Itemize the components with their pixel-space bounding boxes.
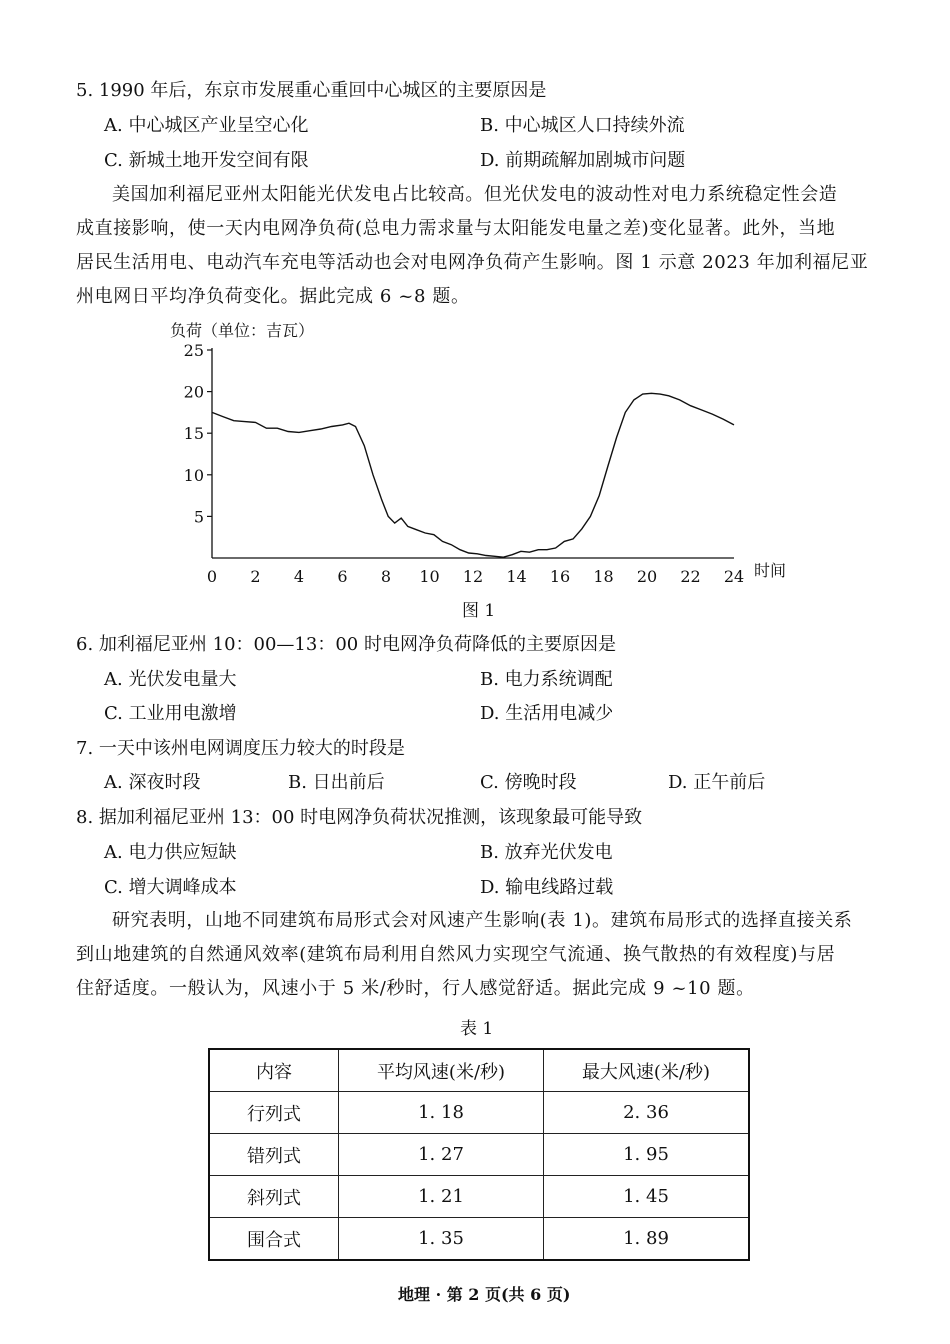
net-load-series-line: [212, 393, 734, 557]
q7-option-a[interactable]: A. 深夜时段: [104, 772, 201, 793]
header-avg-wind: 平均风速(米/秒): [339, 1049, 544, 1092]
x-tick-labels: [207, 567, 744, 586]
layout-name: 错列式: [209, 1134, 339, 1176]
q8-option-d[interactable]: D. 输电线路过载: [480, 877, 614, 898]
q6-option-a[interactable]: A. 光伏发电量大: [104, 669, 237, 690]
avg-wind-value: 1. 18: [339, 1092, 544, 1134]
y-tick-label: 5: [193, 507, 204, 527]
y-tick-labels: [184, 341, 212, 526]
passage-1-line-3: 居民生活用电、电动汽车充电等活动也会对电网净负荷产生影响。图 1 示意 2023 年加利福尼亚: [76, 252, 869, 273]
x-axis-label: 时间: [754, 561, 787, 580]
q6-option-b[interactable]: B. 电力系统调配: [480, 669, 613, 690]
q7-option-d[interactable]: D. 正午前后: [668, 772, 766, 793]
q5-option-d[interactable]: D. 前期疏解加剧城市问题: [480, 150, 686, 171]
q6-option-c[interactable]: C. 工业用电激增: [104, 703, 237, 724]
max-wind-value: 2. 36: [544, 1092, 750, 1134]
wind-speed-table: [208, 1048, 750, 1261]
table-row: [209, 1176, 749, 1218]
q8-option-b[interactable]: B. 放弃光伏发电: [480, 842, 613, 863]
y-tick-label: 25: [183, 341, 204, 360]
q8-option-a[interactable]: A. 电力供应短缺: [104, 842, 237, 863]
table-header-row: [209, 1049, 749, 1092]
passage-1: [76, 178, 876, 314]
x-tick-label: 10: [419, 567, 440, 586]
q5-option-a[interactable]: A. 中心城区产业呈空心化: [104, 115, 309, 136]
avg-wind-value: 1. 27: [339, 1134, 544, 1176]
passage-2-line-3: 住舒适度。一般认为，风速小于 5 米/秒时，行人感觉舒适。据此完成 9 ~10 题。: [76, 978, 755, 999]
layout-name: 行列式: [209, 1092, 339, 1134]
question-5-stem: 5. 1990 年后，东京市发展重心重回中心城区的主要原因是: [76, 80, 547, 101]
avg-wind-value: 1. 21: [339, 1176, 544, 1218]
layout-name: 围合式: [209, 1218, 339, 1261]
q5-option-b[interactable]: B. 中心城区人口持续外流: [480, 115, 685, 136]
x-tick-label: 16: [549, 567, 571, 586]
x-tick-label: 4: [293, 567, 305, 586]
avg-wind-value: 1. 35: [339, 1218, 544, 1261]
max-wind-value: 1. 95: [544, 1134, 750, 1176]
layout-name: 斜列式: [209, 1176, 339, 1218]
x-tick-label: 0: [206, 567, 218, 586]
question-8-stem: 8. 据加利福尼亚州 13：00 时电网净负荷状况推测，该现象最可能导致: [76, 807, 643, 828]
x-tick-label: 8: [380, 567, 392, 586]
header-max-wind: 最大风速(米/秒): [544, 1049, 750, 1092]
x-tick-label: 24: [723, 567, 745, 586]
q7-option-b[interactable]: B. 日出前后: [288, 772, 385, 793]
x-tick-label: 12: [462, 567, 484, 586]
x-tick-label: 20: [636, 567, 658, 586]
y-tick-label: 20: [183, 382, 204, 402]
q5-option-c[interactable]: C. 新城土地开发空间有限: [104, 150, 309, 171]
table-row: [209, 1134, 749, 1176]
table-1-caption: 表 1: [460, 1019, 494, 1039]
x-tick-label: 2: [250, 567, 261, 586]
y-axis-label: 负荷（单位：吉瓦）: [170, 321, 315, 340]
passage-2-line-2: 到山地建筑的自然通风效率(建筑布局利用自然风力实现空气流通、换气散热的有效程度)与居: [76, 944, 836, 965]
y-tick-label: 15: [183, 424, 204, 444]
x-tick-label: 22: [680, 567, 701, 586]
max-wind-value: 1. 45: [544, 1176, 750, 1218]
passage-1-line-4: 州电网日平均净负荷变化。据此完成 6 ~8 题。: [76, 286, 470, 307]
header-content: 内容: [209, 1049, 339, 1092]
question-6-stem: 6. 加利福尼亚州 10：00—13：00 时电网净负荷降低的主要原因是: [76, 634, 616, 655]
max-wind-value: 1. 89: [544, 1218, 750, 1261]
table-row: [209, 1218, 749, 1261]
y-tick-label: 10: [183, 465, 204, 485]
figure-1-caption: 图 1: [462, 601, 496, 621]
question-7-stem: 7. 一天中该州电网调度压力较大的时段是: [76, 738, 405, 759]
chart-axes: [212, 348, 734, 558]
q7-option-c[interactable]: C. 傍晚时段: [480, 772, 577, 793]
page-footer: 地理 · 第 2 页(共 6 页): [398, 1285, 571, 1304]
table-row: [209, 1092, 749, 1134]
passage-2: [76, 904, 876, 1006]
x-tick-label: 18: [593, 567, 614, 586]
passage-1-line-1: 美国加利福尼亚州太阳能光伏发电占比较高。但光伏发电的波动性对电力系统稳定性会造: [112, 184, 838, 205]
net-load-line-chart: [150, 318, 810, 594]
passage-2-line-1: 研究表明，山地不同建筑布局形式会对风速产生影响(表 1)。建筑布局形式的选择直接关系: [112, 910, 853, 931]
q6-option-d[interactable]: D. 生活用电减少: [480, 703, 614, 724]
x-tick-label: 6: [337, 567, 348, 586]
q8-option-c[interactable]: C. 增大调峰成本: [104, 877, 237, 898]
x-tick-label: 14: [506, 567, 527, 586]
passage-1-line-2: 成直接影响，使一天内电网净负荷(总电力需求量与太阳能发电量之差)变化显著。此外，当地: [76, 218, 836, 239]
